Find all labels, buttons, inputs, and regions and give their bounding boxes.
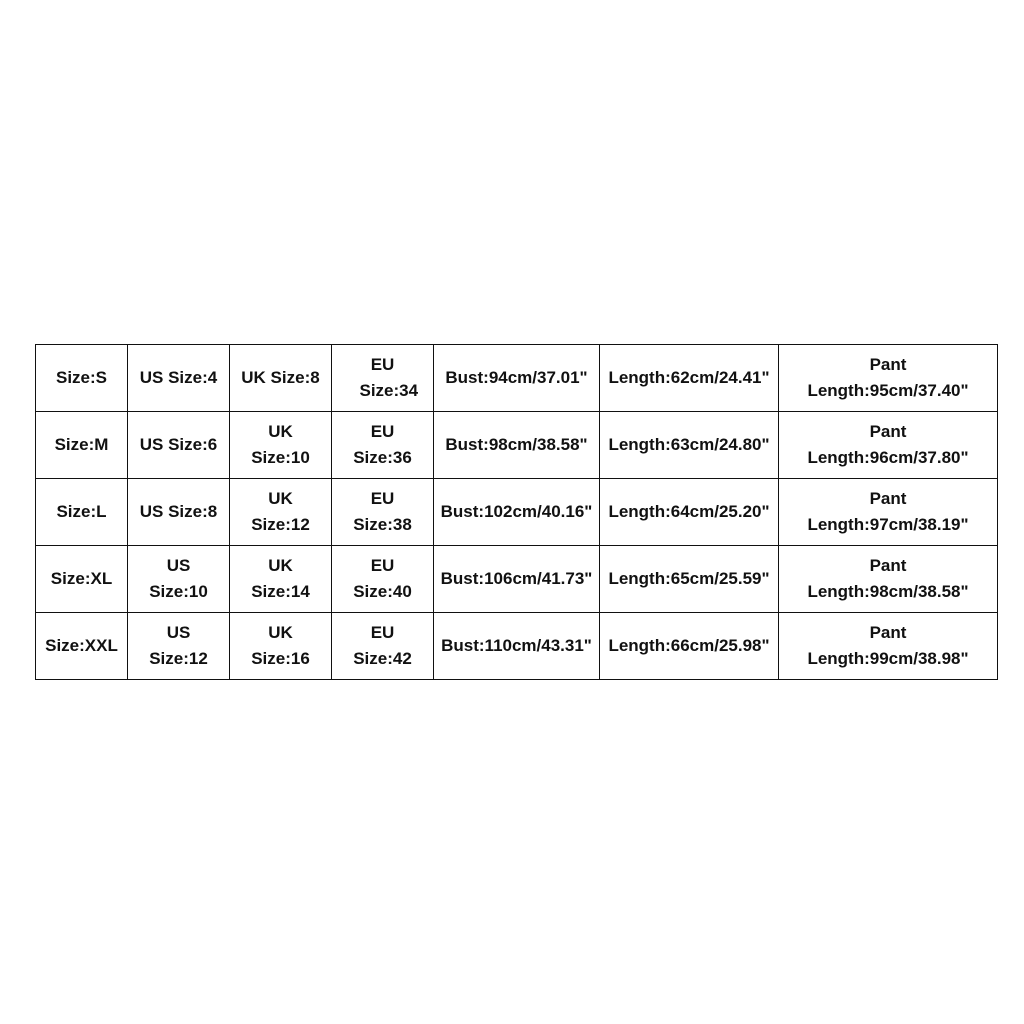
uk-size-cell: UK Size:10 — [230, 412, 332, 479]
pant-length-cell: Pant Length:98cm/38.58" — [779, 546, 998, 613]
size-cell: Size:XXL — [36, 613, 128, 680]
eu-size-cell: EU Size:34 — [332, 345, 434, 412]
size-cell: Size:S — [36, 345, 128, 412]
us-size-cell: US Size:12 — [128, 613, 230, 680]
uk-size-cell: UK Size:12 — [230, 479, 332, 546]
pant-length-cell: Pant Length:95cm/37.40" — [779, 345, 998, 412]
length-cell: Length:63cm/24.80" — [600, 412, 779, 479]
uk-size-cell: UK Size:14 — [230, 546, 332, 613]
bust-cell: Bust:98cm/38.58" — [434, 412, 600, 479]
length-cell: Length:64cm/25.20" — [600, 479, 779, 546]
bust-cell: Bust:106cm/41.73" — [434, 546, 600, 613]
length-cell: Length:65cm/25.59" — [600, 546, 779, 613]
size-cell: Size:L — [36, 479, 128, 546]
eu-size-cell: EU Size:40 — [332, 546, 434, 613]
eu-size-cell: EU Size:36 — [332, 412, 434, 479]
table-row — [36, 613, 998, 680]
length-cell: Length:66cm/25.98" — [600, 613, 779, 680]
uk-size-cell: UK Size:16 — [230, 613, 332, 680]
length-cell: Length:62cm/24.41" — [600, 345, 779, 412]
table-row — [36, 546, 998, 613]
eu-size-cell: EU Size:42 — [332, 613, 434, 680]
table-row — [36, 479, 998, 546]
size-cell: Size:M — [36, 412, 128, 479]
us-size-cell: US Size:4 — [128, 345, 230, 412]
size-chart-table — [35, 344, 998, 680]
table-row — [36, 412, 998, 479]
uk-size-cell: UK Size:8 — [230, 345, 332, 412]
eu-size-cell: EU Size:38 — [332, 479, 434, 546]
bust-cell: Bust:102cm/40.16" — [434, 479, 600, 546]
pant-length-cell: Pant Length:99cm/38.98" — [779, 613, 998, 680]
us-size-cell: US Size:8 — [128, 479, 230, 546]
us-size-cell: US Size:6 — [128, 412, 230, 479]
bust-cell: Bust:94cm/37.01" — [434, 345, 600, 412]
pant-length-cell: Pant Length:96cm/37.80" — [779, 412, 998, 479]
size-cell: Size:XL — [36, 546, 128, 613]
us-size-cell: US Size:10 — [128, 546, 230, 613]
pant-length-cell: Pant Length:97cm/38.19" — [779, 479, 998, 546]
bust-cell: Bust:110cm/43.31" — [434, 613, 600, 680]
table-row — [36, 345, 998, 412]
